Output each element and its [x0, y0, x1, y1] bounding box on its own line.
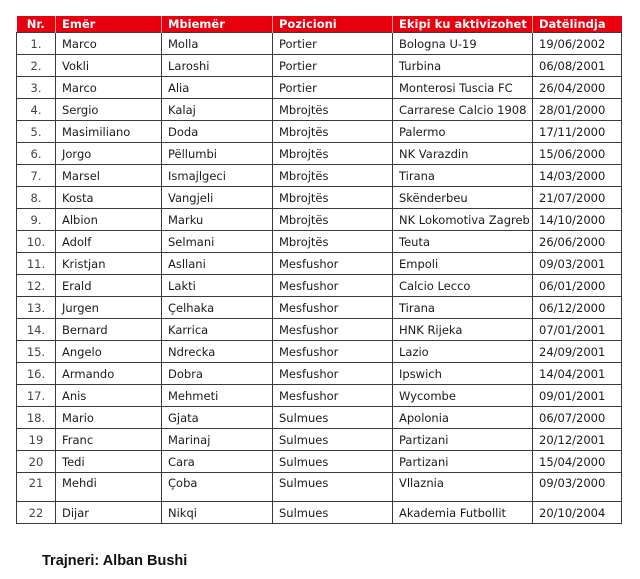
- cell-nr: 14.: [17, 319, 56, 341]
- cell-nr: 2.: [17, 55, 56, 77]
- header-birthdate: Datëlindja: [533, 16, 622, 33]
- cell-nr: 6.: [17, 143, 56, 165]
- cell-last-name: Molla: [162, 33, 273, 55]
- cell-last-name: Alia: [162, 77, 273, 99]
- header-first-name: Emër: [56, 16, 162, 33]
- cell-club: Turbina: [393, 55, 533, 77]
- table-row: [17, 502, 622, 524]
- cell-birthdate: 07/01/2001: [533, 319, 622, 341]
- table-row: [17, 55, 622, 77]
- cell-position: Sulmues: [273, 407, 393, 429]
- cell-nr: 17.: [17, 385, 56, 407]
- cell-birthdate: 19/06/2002: [533, 33, 622, 55]
- cell-first-name: Sergio: [56, 99, 162, 121]
- cell-first-name: Jurgen: [56, 297, 162, 319]
- cell-last-name: Gjata: [162, 407, 273, 429]
- table-row: [17, 319, 622, 341]
- cell-club: Akademia Futbollit: [393, 502, 533, 524]
- cell-club: Lazio: [393, 341, 533, 363]
- cell-nr: 9.: [17, 209, 56, 231]
- cell-birthdate: 14/04/2001: [533, 363, 622, 385]
- cell-last-name: Asllani: [162, 253, 273, 275]
- cell-club: Partizani: [393, 451, 533, 473]
- cell-birthdate: 17/11/2000: [533, 121, 622, 143]
- cell-nr: 4.: [17, 99, 56, 121]
- cell-position: Sulmues: [273, 451, 393, 473]
- cell-first-name: Dijar: [56, 502, 162, 524]
- cell-nr: 15.: [17, 341, 56, 363]
- header-club: Ekipi ku aktivizohet: [393, 16, 533, 33]
- cell-last-name: Pëllumbi: [162, 143, 273, 165]
- cell-last-name: Nikqi: [162, 502, 273, 524]
- cell-last-name: Karrica: [162, 319, 273, 341]
- cell-position: Portier: [273, 33, 393, 55]
- table-row: [17, 275, 622, 297]
- cell-last-name: Dobra: [162, 363, 273, 385]
- cell-last-name: Lakti: [162, 275, 273, 297]
- cell-position: Mesfushor: [273, 297, 393, 319]
- cell-club: Carrarese Calcio 1908: [393, 99, 533, 121]
- table-row: [17, 429, 622, 451]
- cell-nr: 22: [17, 502, 56, 524]
- cell-nr: 13.: [17, 297, 56, 319]
- cell-position: Mbrojtës: [273, 143, 393, 165]
- table-row: [17, 407, 622, 429]
- cell-position: Sulmues: [273, 502, 393, 524]
- cell-first-name: Erald: [56, 275, 162, 297]
- cell-last-name: Laroshi: [162, 55, 273, 77]
- cell-club: Tirana: [393, 297, 533, 319]
- table-row: [17, 385, 622, 407]
- cell-first-name: Jorgo: [56, 143, 162, 165]
- cell-club: Palermo: [393, 121, 533, 143]
- squad-table: [16, 16, 622, 524]
- cell-position: Mesfushor: [273, 319, 393, 341]
- table-row: [17, 297, 622, 319]
- cell-first-name: Adolf: [56, 231, 162, 253]
- cell-position: Mesfushor: [273, 341, 393, 363]
- cell-position: Mesfushor: [273, 275, 393, 297]
- header-position: Pozicioni: [273, 16, 393, 33]
- table-row: [17, 341, 622, 363]
- cell-birthdate: 28/01/2000: [533, 99, 622, 121]
- cell-club: NK Lokomotiva Zagreb: [393, 209, 533, 231]
- cell-nr: 21: [17, 473, 56, 502]
- table-row: [17, 451, 622, 473]
- cell-club: Monterosi Tuscia FC: [393, 77, 533, 99]
- cell-last-name: Marku: [162, 209, 273, 231]
- cell-position: Mbrojtës: [273, 99, 393, 121]
- cell-first-name: Marsel: [56, 165, 162, 187]
- cell-club: Bologna U-19: [393, 33, 533, 55]
- table-row: [17, 209, 622, 231]
- table-row: [17, 121, 622, 143]
- cell-birthdate: 14/10/2000: [533, 209, 622, 231]
- cell-club: NK Varazdin: [393, 143, 533, 165]
- cell-nr: 20: [17, 451, 56, 473]
- cell-birthdate: 26/04/2000: [533, 77, 622, 99]
- cell-position: Sulmues: [273, 473, 393, 502]
- cell-birthdate: 06/01/2000: [533, 275, 622, 297]
- cell-position: Mesfushor: [273, 385, 393, 407]
- cell-position: Mbrojtës: [273, 187, 393, 209]
- cell-last-name: Selmani: [162, 231, 273, 253]
- cell-nr: 5.: [17, 121, 56, 143]
- table-row: [17, 473, 622, 502]
- cell-club: Skënderbeu: [393, 187, 533, 209]
- cell-first-name: Masimiliano: [56, 121, 162, 143]
- cell-first-name: Albion: [56, 209, 162, 231]
- cell-first-name: Anis: [56, 385, 162, 407]
- cell-birthdate: 20/10/2004: [533, 502, 622, 524]
- cell-first-name: Mario: [56, 407, 162, 429]
- cell-first-name: Armando: [56, 363, 162, 385]
- cell-position: Mesfushor: [273, 363, 393, 385]
- cell-birthdate: 09/01/2001: [533, 385, 622, 407]
- cell-last-name: Vangjeli: [162, 187, 273, 209]
- cell-nr: 10.: [17, 231, 56, 253]
- cell-first-name: Kosta: [56, 187, 162, 209]
- cell-birthdate: 06/12/2000: [533, 297, 622, 319]
- table-row: [17, 165, 622, 187]
- cell-last-name: Cara: [162, 451, 273, 473]
- table-row: [17, 33, 622, 55]
- cell-club: Apolonia: [393, 407, 533, 429]
- cell-first-name: Bernard: [56, 319, 162, 341]
- coach-label: Trajneri: Alban Bushi: [42, 553, 188, 569]
- cell-first-name: Angelo: [56, 341, 162, 363]
- cell-birthdate: 26/06/2000: [533, 231, 622, 253]
- cell-nr: 11.: [17, 253, 56, 275]
- cell-position: Mbrojtës: [273, 231, 393, 253]
- cell-birthdate: 21/07/2000: [533, 187, 622, 209]
- table-row: [17, 231, 622, 253]
- cell-club: Wycombe: [393, 385, 533, 407]
- cell-club: Calcio Lecco: [393, 275, 533, 297]
- cell-last-name: Çelhaka: [162, 297, 273, 319]
- table-header-row: [17, 16, 622, 33]
- cell-nr: 16.: [17, 363, 56, 385]
- cell-first-name: Tedi: [56, 451, 162, 473]
- cell-nr: 18.: [17, 407, 56, 429]
- table-row: [17, 363, 622, 385]
- cell-club: Teuta: [393, 231, 533, 253]
- cell-birthdate: 15/06/2000: [533, 143, 622, 165]
- cell-last-name: Çoba: [162, 473, 273, 502]
- cell-birthdate: 14/03/2000: [533, 165, 622, 187]
- cell-birthdate: 15/04/2000: [533, 451, 622, 473]
- table-row: [17, 77, 622, 99]
- table-row: [17, 253, 622, 275]
- cell-nr: 8.: [17, 187, 56, 209]
- cell-nr: 19: [17, 429, 56, 451]
- cell-birthdate: 06/07/2000: [533, 407, 622, 429]
- cell-first-name: Vokli: [56, 55, 162, 77]
- cell-last-name: Marinaj: [162, 429, 273, 451]
- cell-position: Mbrojtës: [273, 209, 393, 231]
- cell-last-name: Ndrecka: [162, 341, 273, 363]
- cell-nr: 7.: [17, 165, 56, 187]
- cell-last-name: Kalaj: [162, 99, 273, 121]
- cell-club: Empoli: [393, 253, 533, 275]
- table-row: [17, 99, 622, 121]
- cell-club: Ipswich: [393, 363, 533, 385]
- cell-birthdate: 24/09/2001: [533, 341, 622, 363]
- cell-nr: 3.: [17, 77, 56, 99]
- cell-last-name: Ismajlgeci: [162, 165, 273, 187]
- header-nr: Nr.: [17, 16, 56, 33]
- cell-club: Tirana: [393, 165, 533, 187]
- cell-last-name: Doda: [162, 121, 273, 143]
- cell-birthdate: 20/12/2001: [533, 429, 622, 451]
- header-last-name: Mbiemër: [162, 16, 273, 33]
- cell-position: Mbrojtës: [273, 121, 393, 143]
- cell-position: Mesfushor: [273, 253, 393, 275]
- cell-position: Portier: [273, 55, 393, 77]
- cell-nr: 12.: [17, 275, 56, 297]
- table-row: [17, 143, 622, 165]
- cell-first-name: Franc: [56, 429, 162, 451]
- cell-first-name: Mehdi: [56, 473, 162, 502]
- cell-birthdate: 09/03/2001: [533, 253, 622, 275]
- cell-birthdate: 06/08/2001: [533, 55, 622, 77]
- cell-club: Partizani: [393, 429, 533, 451]
- cell-last-name: Mehmeti: [162, 385, 273, 407]
- cell-first-name: Kristjan: [56, 253, 162, 275]
- cell-position: Portier: [273, 77, 393, 99]
- table-row: [17, 187, 622, 209]
- cell-club: HNK Rijeka: [393, 319, 533, 341]
- cell-position: Mbrojtës: [273, 165, 393, 187]
- cell-first-name: Marco: [56, 33, 162, 55]
- cell-position: Sulmues: [273, 429, 393, 451]
- cell-club: Vllaznia: [393, 473, 533, 502]
- cell-birthdate: 09/03/2000: [533, 473, 622, 502]
- cell-first-name: Marco: [56, 77, 162, 99]
- table-body: [17, 33, 622, 524]
- cell-nr: 1.: [17, 33, 56, 55]
